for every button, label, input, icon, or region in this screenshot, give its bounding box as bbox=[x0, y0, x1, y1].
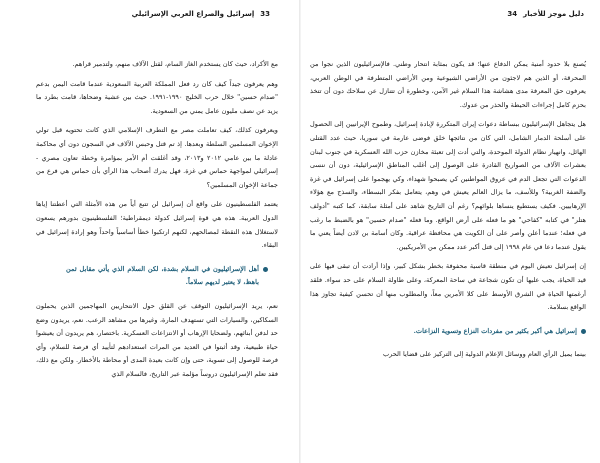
left-page-header bbox=[128, 6, 270, 22]
left-page-body bbox=[36, 58, 278, 387]
left-bullet-heading bbox=[36, 263, 278, 290]
left-page-running-title: إسرائيل والصراع العربي الإسرائيلي bbox=[131, 10, 255, 18]
right-page-number: 34 bbox=[507, 10, 518, 18]
right-paragraph-1: يُصنع بلا حدود أمنية يمكن الدفاع عنها؛ قد يكون بمثابة انتحار وطني. فالإسرائيليون الذين نجوا من المحرقة، أو الذين هم لاجئون من الأراضي الشيوعية ومن الأراضي المتطرفة في الوطن العربي، يعرفون حق المعرفة مدى هشاشة هذا السلام غير الآمن، وخطورة أن تتنازل عن سلاحك دون أن تتخذ بحزم كامل إجراءات الحيطة والحذر من عدوك. bbox=[310, 60, 586, 109]
left-bullet-heading-text: أهل الإسرائيليون في السلام بشدة، لكن السلام الذي يأتي مقابل ثمن باهظ، لا يعتبر لديهم سلاماً. bbox=[66, 264, 259, 287]
right-page-running-title: دليل موجز للأخبار bbox=[523, 10, 584, 18]
right-paragraph-3: إن إسرائيل تعيش اليوم في منطقة قاسية محفوفة بخطر بشكل كبير، وإذا أرادت أن تبقى فيها على قيد الحياة، يجب عليها أن تكون شجاعة في ساحة المعركة، وعلى طاولة السلام على حد سواء. فلقد أرغمتها الحياة في الشرق الأوسط على كلا الأمرين معاً، والمطلوب منها أن تحسن كيفية تجاوز هذا الواقع بسلامة. bbox=[310, 262, 586, 312]
bullet-dot-icon bbox=[263, 267, 268, 272]
right-page-header bbox=[320, 6, 584, 22]
right-bullet-heading-text: إسرائيل هي أكبر بكثير من مفردات النزاع وتسوية النزاعات. bbox=[413, 326, 577, 335]
right-paragraph-4: بينما يميل الرأي العام ووسائل الإعلام الدولية إلى التركيز على قضايا الحرب bbox=[382, 350, 586, 359]
left-paragraph-1: مع الأكراد، حيث كان يستخدم الغاز السام، لقتل الآلاف منهم، ولتدمير قراهم. bbox=[72, 60, 278, 68]
left-paragraph-5: نعم، يريد الإسرائيليون التوقف عن القلق حول الانتحاريين المهاجمين الذين يحملون السكاكين، والسيارات التي تستهدف المارة، وغيرها من مشاهد الرعب. نعم، يريدون وضع حد لدفن أبنائهم، ولضحايا الإرهاب أو الانتزاعات العسكرية. باختصار، هم يريدون أن يعيشوا حياة طبيعية، وقد أثبتوا في العديد من المرات استعدادهم لتأييد أي فرصة للسلام، وأي فرصة للوصول إلى تسوية، حتى وإن كانت بعيدة المدى أو محاطة بالأخطار. ولكن مع ذلك، فقد تعلم الإسرائيليون دروساً مؤلمة عبر التاريخ، فالسلام الذي bbox=[36, 301, 278, 378]
right-page bbox=[300, 0, 600, 463]
left-paragraph-3: ويعرفون كذلك، كيف تعاملت مصر مع التطرف الإسلامي الذي كانت تحتويه قبل تولي الإخوان المسلمين السلطة وبعدها. إذ تم قتل وحبس الآلاف في السجون دون أي محاكمة عادلة ما بين عامي ٢٠١٢ و٢٠١٣، وقد أغلقت أم الأمر بمؤامرة وخطة تعاون مصري - إسرائيلي لمواجهة حماس في غزة. فهل يدرك أصحاب هذا الرأي بأن حماس هي فرع من جماعة الإخوان المسلمين؟ bbox=[36, 126, 278, 189]
right-paragraph-2: هل يتجاهل الإسرائيليون ببساطة دعوات إيران المتكررة لإبادة إسرائيل، وطموح الإيرانيين إلى الحصول على أسلحة الدمار الشامل، التي كان من نتائجها خلق فوضى عارمة في سوريا، حيث عدد القتلى الهائل، وانهيار نظام الدولة الموحدة، والتي أدت إلى تعبئة مخازن حزب الله العسكرية في جنوب لبنان بعشرات الآلاف من الصواريخ القادرة على الوصول إلى أغلب المناطق الإسرائيلية، دون أن ننسى الدعوات التي تجعل الدم في عروق المواطنين كي يصبحوا شهداء، وكي يهجموا على إسرائيل في غزة والضفة الغربية؟ وللأسف، ما يزال العالم يعيش في وهم، يتعامل بفكر البسطاء، والسذج مع هؤلاء الإرهابيين. فكيف يستطيع ينساها بلوائهم؟ رغم أن التاريخ شاهد على أمثلة سابقة، كما كتبه "أدولف هتلر" في كتابه "كفاحي" هو ما فعله على أرض الواقع. وما فعله "صدام حسين" هو بالضبط ما رغب في فعله؛ عندما أعلن وأصر على أن الكويت هي محافظة عراقية. وكان أسامة بن لادن أيضاً يعني ما يقول عندما دعا في عام ١٩٩٨ إلى قتل أكبر عدد ممكن من الأمريكيين. bbox=[310, 120, 586, 251]
bullet-dot-icon bbox=[581, 329, 586, 334]
left-page-number: 33 bbox=[260, 10, 270, 18]
left-paragraph-4: يعتمد الفلسطينيون على واقع أن إسرائيل لن تتبع أياً من هذه الأمثلة التي أعطتنا إياها الدول العربية. هذه هي قوة إسرائيل كدولة ديمقراطية؛ الفلسطينيون بدورهم يسعون لاستغلال هذه النقطة لمصالحهم، لكنهم ارتكبوا خطأ أساسياً واحداً وهو إرادة إسرائيل في البقاء. bbox=[36, 200, 278, 250]
right-bullet-heading bbox=[310, 325, 586, 339]
right-page-body bbox=[310, 58, 586, 368]
left-paragraph-2: وهم يعرفون جيداً كيف كان رد فعل المملكة العربية السعودية عندما قامت اليمن بدعم "صدام حسين" خلال حرب الخليج ١٩٩٠-١٩٩١. حيث بين عشية وضحاها، قامت بطرد ما يزيد عن نصف مليون عامل يمني من السعودية. bbox=[36, 79, 278, 115]
